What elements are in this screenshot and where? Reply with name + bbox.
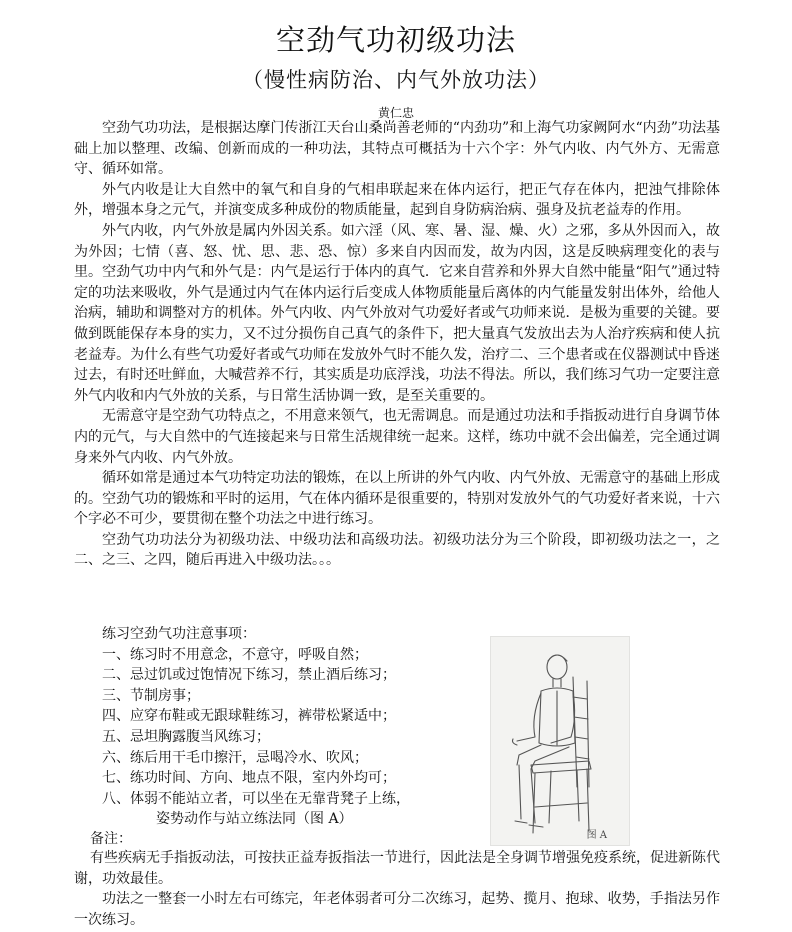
notes-item-continuation: 姿势动作与站立练法同（图 A） [156,811,353,828]
figure-seated-posture [490,636,630,846]
remark-paragraph-1: 有些疾病无手指扳动法，可按扶正益寿扳指法一节进行，因此法是全身调节增强免疫系统，促进新陈代谢，功效最佳。 [74,850,720,887]
figure-caption: 图 A [586,830,607,841]
paragraph-internal-external: 外气内收，内气外放是属内外因关系。如六淫（风、寒、暑、湿、燥、火）之邪，多从外因而入，故为外因；七情（喜、怒、忧、思、悲、恐、惊）多来自内因而发，故为内因，这是反映病理变化的表与里。空劲气功中内气和外气是：内气是运行于体内的真气．它来自营养和外界大自然中能量“阳气”通过特定的功法来吸收，外气是通过内气在体内运行后变成人体物质能量后离体的内气能量发射出体外，给他人治病，辅助和调整对方的机体。外气内收、内气外放对气功爱好者或气功师来说．是极为重要的关键。要做到既能保存本身的实力，又不过分损伤自己真气的条件下，把大量真气发放出去为人治疗疾病和使人抗老益寿。为什么有些气功爱好者或气功师在发放外气时不能久发，治疗二、三个患者或在仪器测试中昏迷过去，有时还吐鲜血，大喊营养不行，其实质是功底浮浅，功法不得法。所以，我们练习气功一定要注意外气内收和内气外放的关系，与日常生活协调一致，是至关重要的。 [74,222,720,404]
notes-item: 二、忌过饥或过饱情况下练习，禁止酒后练习； [102,667,396,684]
remark-body [74,848,720,930]
paragraph-external-qi: 外气内收是让大自然中的氧气和自身的气相串联起来在体内运行，把正气存在体内，把浊气排除体外，增强本身之元气，并演变成多种成份的物质能量，起到自身防病治病、强身及抗老益寿的作用。 [74,181,720,219]
paragraph-intro: 空劲气功功法，是根据达摩门传浙江天台山桑尚善老师的“内劲功”和上海气功家阙阿水“内劲”功法基础上加以整理、改编、创新而成的一种功法，其特点可概括为十六个字：外气内收、内气外方、无需意守、循环如常。 [74,120,720,178]
page-subtitle: （慢性病防治、内气外放功法） [242,68,550,92]
notes-item: 三、节制房事； [102,687,200,704]
notes-item: 八、体弱不能站立者，可以坐在无靠背凳子上练， [102,790,410,807]
paragraph-no-intent: 无需意守是空劲气功特点之，不用意来领气，也无需调息。而是通过功法和手指扳动进行自身调节体内的元气，与大自然中的气连接起来与日常生活规律统一起来。这样，练功中就不会出偏差，完全通过调身来外气内收、内气外放。 [74,408,720,466]
notes-item: 六、练后用干毛巾擦汗，忌喝冷水、吹风； [102,749,368,766]
seated-figure-illustration [491,637,629,845]
paragraph-circulation: 循环如常是通过本气功特定功法的锻炼，在以上所讲的外气内收、内气外放、无需意守的基础上形成的。空劲气功的锻炼和平时的运用，气在体内循环是很重要的，特别对发放外气的气功爱好者来说，十六个字必不可少，要贯彻在整个功法之中进行练习。 [74,470,720,528]
remark-paragraph-2: 功法之一整套一小时左右可练完，年老体弱者可分二次练习，起势、揽月、抱球、收势，手指法另作一次练习。 [74,891,720,928]
remark-title: 备注： [90,831,132,847]
notes-title: 练习空劲气功注意事项： [102,626,256,642]
notes-item: 四、应穿布鞋或无跟球鞋练习，裤带松紧适中； [102,708,396,725]
author-name: 黄仁忠 [377,106,414,120]
notes-item: 五、忌坦胸露腹当风练习； [102,728,270,745]
page-title: 空劲气功初级功法 [275,23,516,57]
paragraph-levels: 空劲气功功法分为初级功法、中级功法和高级功法。初级功法分为三个阶段，即初级功法之一，之二、之三、之四，随后再进入中级功法。。。 [74,531,720,569]
notes-item: 七、练功时间、方向、地点不限，室内外均可； [102,770,396,787]
article-body [74,118,720,571]
notes-item: 一、练习时不用意念，不意守，呼吸自然； [102,646,368,663]
